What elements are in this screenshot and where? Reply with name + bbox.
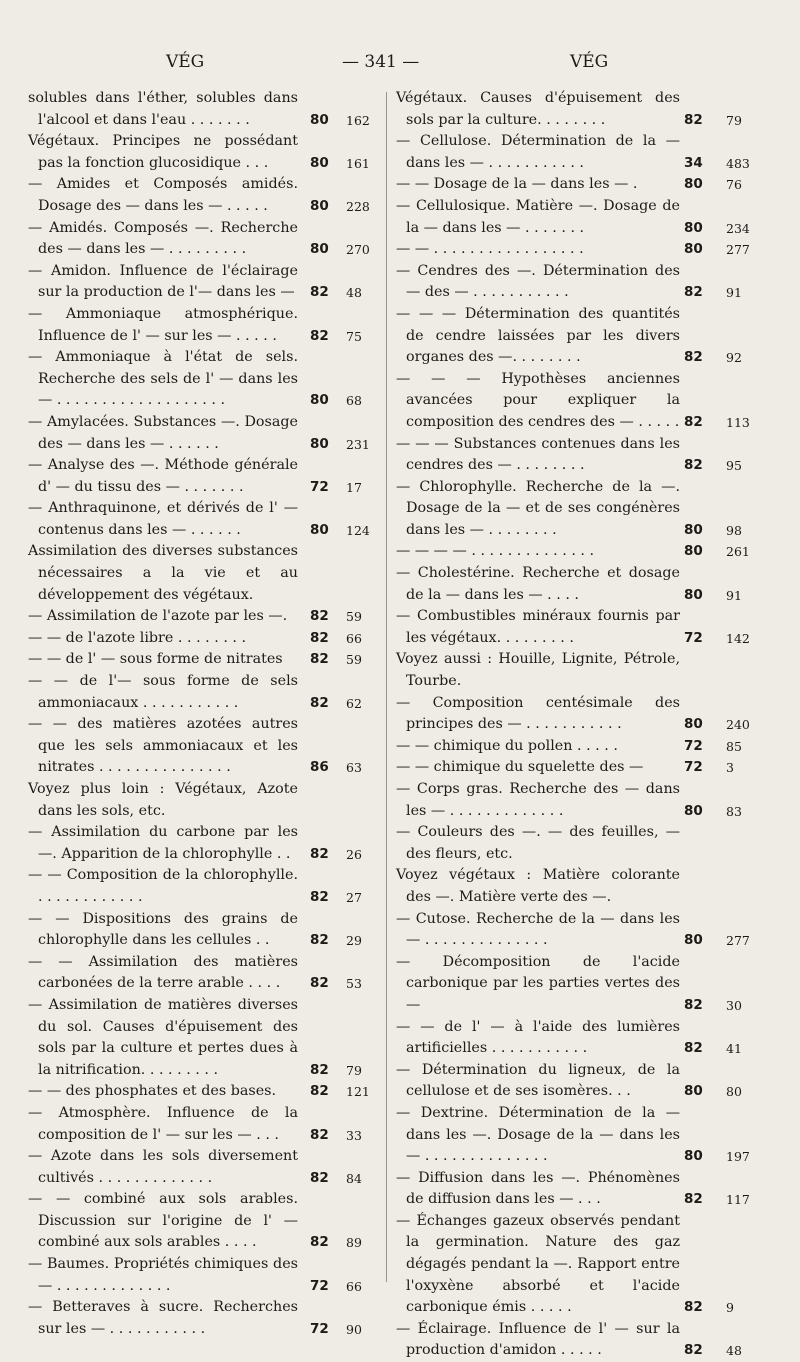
entry-text: — Atmosphère. Influence de la composition de l' — sur les — . . . bbox=[28, 1104, 298, 1143]
volume-number: 80 bbox=[310, 392, 329, 409]
page-reference: 79 bbox=[726, 112, 742, 128]
index-entry bbox=[28, 541, 384, 606]
page-reference: 234 bbox=[726, 220, 750, 236]
page-reference: 483 bbox=[726, 155, 750, 171]
entry-text: — Anthraquinone, et dérivés de l' — contenus dans les — . . . . . . bbox=[28, 500, 298, 538]
index-entry bbox=[28, 412, 384, 455]
entry-text: — Cholestérine. Recherche et dosage de la — dans les — . . . . bbox=[396, 565, 680, 603]
page-reference: 240 bbox=[726, 717, 750, 733]
index-entry bbox=[28, 1146, 384, 1189]
index-entry bbox=[396, 434, 766, 477]
index-entry bbox=[396, 563, 766, 606]
index-entry bbox=[396, 1103, 766, 1168]
volume-number: 82 bbox=[310, 1083, 329, 1100]
entry-text: Voyez végétaux : Matière colorante des —. Matière verte des —. bbox=[396, 867, 680, 905]
page-reference: 53 bbox=[346, 976, 362, 992]
index-entry bbox=[396, 909, 766, 952]
index-entry bbox=[28, 714, 384, 779]
index-entry bbox=[396, 541, 766, 563]
entry-text: — — Dosage de la — dans les — . bbox=[396, 176, 638, 193]
entry-text: — — — Hypothèses anciennes avancées pour expliquer la composition des cendres des — . . . . . bbox=[396, 370, 680, 430]
page-reference: 162 bbox=[346, 112, 370, 128]
volume-number: 80 bbox=[684, 543, 703, 560]
page-number: — 341 — bbox=[342, 52, 420, 72]
entry-text: — — — — . . . . . . . . . . . . . . bbox=[396, 543, 595, 560]
index-entry bbox=[396, 88, 766, 131]
index-entry bbox=[28, 88, 384, 131]
volume-number: 80 bbox=[684, 716, 703, 733]
page-reference: 68 bbox=[346, 393, 362, 409]
volume-number: 82 bbox=[310, 1061, 329, 1078]
index-entry bbox=[28, 1103, 384, 1146]
entry-text: Assimilation des diverses substances nécessaires a la vie et au développement des végétaux. bbox=[28, 543, 298, 603]
page-reference: 113 bbox=[726, 414, 750, 430]
page-reference: 197 bbox=[726, 1149, 750, 1165]
volume-number: 80 bbox=[310, 435, 329, 452]
entry-text: — Échanges gazeux observés pendant la germination. Nature des gaz dégagés pendant la —. Rapport entre l'oxyxène absorbé et l'acide carbonique émis . . . . . bbox=[396, 1212, 680, 1316]
volume-number: 80 bbox=[684, 219, 703, 236]
entry-text: Végétaux. Principes ne possédant pas la fonction glucosidique . . . bbox=[28, 133, 298, 171]
page-reference: 48 bbox=[346, 285, 362, 301]
index-entry bbox=[28, 218, 384, 261]
entry-text: — — chimique du pollen . . . . . bbox=[396, 737, 618, 754]
page-reference: 3 bbox=[726, 760, 734, 776]
entry-text: Voyez plus loin : Végétaux, Azote dans les sols, etc. bbox=[28, 781, 298, 819]
volume-number: 80 bbox=[684, 1083, 703, 1100]
index-entry bbox=[396, 304, 766, 369]
index-entry bbox=[396, 736, 766, 758]
index-entry bbox=[28, 649, 384, 671]
entry-text: — Chlorophylle. Recherche de la —. Dosage de la — et de ses congénères dans les — . . . . . . . . bbox=[396, 478, 680, 538]
index-entry bbox=[396, 693, 766, 736]
volume-number: 82 bbox=[310, 1126, 329, 1143]
column-divider bbox=[386, 92, 387, 1282]
page-reference: 17 bbox=[346, 479, 362, 495]
page-reference: 261 bbox=[726, 544, 750, 560]
entry-text: — Amidon. Influence de l'éclairage sur la production de l'— dans les — bbox=[28, 262, 298, 301]
volume-number: 86 bbox=[310, 759, 329, 776]
page-reference: 98 bbox=[726, 522, 742, 538]
index-entry bbox=[396, 952, 766, 1017]
volume-number: 82 bbox=[684, 413, 703, 430]
volume-number: 82 bbox=[310, 1234, 329, 1251]
page-reference: 48 bbox=[726, 1343, 742, 1359]
volume-number: 82 bbox=[684, 457, 703, 474]
entry-text: — — de l' — à l'aide des lumières artificielles . . . . . . . . . . . bbox=[396, 1018, 680, 1057]
entry-text: — — combiné aux sols arables. Discussion sur l'origine de l' — combiné aux sols arables . . . . bbox=[28, 1191, 298, 1251]
volume-number: 82 bbox=[684, 349, 703, 366]
entry-text: — Assimilation de l'azote par les —. bbox=[28, 608, 288, 625]
index-entry bbox=[396, 239, 766, 261]
page-reference: 59 bbox=[346, 609, 362, 625]
entry-text: — — des phosphates et des bases. bbox=[28, 1083, 277, 1100]
entry-text: solubles dans l'éther, solubles dans l'alcool et dans l'eau . . . . . . . bbox=[28, 90, 298, 128]
index-entry bbox=[396, 822, 766, 865]
page-reference: 91 bbox=[726, 285, 742, 301]
index-entry bbox=[28, 628, 384, 650]
entry-text: — — chimique du squelette des — bbox=[396, 759, 644, 776]
volume-number: 72 bbox=[310, 478, 329, 495]
entry-text: — — de l' — sous forme de nitrates bbox=[28, 651, 283, 668]
page-reference: 92 bbox=[726, 350, 742, 366]
page-reference: 121 bbox=[346, 1084, 370, 1100]
index-entry bbox=[28, 822, 384, 865]
page-reference: 27 bbox=[346, 889, 362, 905]
entry-text: — Diffusion dans les —. Phénomènes de diffusion dans les — . . . bbox=[396, 1169, 680, 1208]
header-right-word: VÉG bbox=[570, 52, 609, 72]
index-entry bbox=[396, 606, 766, 649]
entry-text: — — — Substances contenues dans les cendres des — . . . . . . . . bbox=[396, 435, 680, 474]
entry-text: — Amylacées. Substances —. Dosage des — dans les — . . . . . . bbox=[28, 413, 298, 452]
volume-number: 80 bbox=[310, 241, 329, 258]
entry-text: — Baumes. Propriétés chimiques des — . . . . . . . . . . . . . bbox=[28, 1256, 298, 1294]
entry-text: — Décomposition de l'acide carbonique par les parties vertes des — bbox=[396, 953, 680, 1013]
left-index-column bbox=[28, 88, 384, 1340]
volume-number: 80 bbox=[310, 521, 329, 538]
volume-number: 34 bbox=[684, 154, 703, 171]
page-reference: 66 bbox=[346, 630, 362, 646]
page-reference: 80 bbox=[726, 1084, 742, 1100]
volume-number: 80 bbox=[684, 802, 703, 819]
volume-number: 80 bbox=[310, 154, 329, 171]
entry-text: — Dextrine. Détermination de la — dans les —. Dosage de la — dans les — . . . . . . . . . . . . . . bbox=[396, 1104, 680, 1165]
volume-number: 72 bbox=[684, 759, 703, 776]
page-reference: 270 bbox=[346, 242, 370, 258]
index-entry bbox=[28, 952, 384, 995]
page-reference: 33 bbox=[346, 1127, 362, 1143]
entry-text: Voyez aussi : Houille, Lignite, Pétrole, Tourbe. bbox=[396, 651, 680, 690]
index-entry bbox=[28, 347, 384, 412]
index-entry bbox=[396, 1168, 766, 1211]
volume-number: 82 bbox=[684, 111, 703, 128]
volume-number: 82 bbox=[310, 845, 329, 862]
index-entry bbox=[396, 1211, 766, 1319]
volume-number: 72 bbox=[310, 1277, 329, 1294]
volume-number: 82 bbox=[310, 284, 329, 301]
volume-number: 80 bbox=[684, 176, 703, 193]
index-entry bbox=[28, 779, 384, 822]
entry-text: — — — Détermination des quantités de cendre laissées par les divers organes des —. . . . . . . . bbox=[396, 305, 680, 366]
index-entry bbox=[396, 1017, 766, 1060]
volume-number: 82 bbox=[684, 996, 703, 1013]
index-entry bbox=[28, 671, 384, 714]
index-entry bbox=[396, 1060, 766, 1103]
volume-number: 82 bbox=[684, 1299, 703, 1316]
page-reference: 62 bbox=[346, 695, 362, 711]
entry-text: — Cendres des —. Détermination des — des — . . . . . . . . . . . bbox=[396, 262, 680, 301]
index-entry bbox=[396, 1319, 766, 1362]
volume-number: 80 bbox=[310, 197, 329, 214]
volume-number: 80 bbox=[310, 111, 329, 128]
entry-text: — Cutose. Recherche de la — dans les — . . . . . . . . . . . . . . bbox=[396, 910, 680, 949]
volume-number: 82 bbox=[684, 1342, 703, 1359]
index-entry bbox=[396, 196, 766, 239]
index-entry bbox=[28, 1297, 384, 1340]
page-reference: 89 bbox=[346, 1235, 362, 1251]
index-entry bbox=[396, 131, 766, 174]
volume-number: 82 bbox=[310, 975, 329, 992]
index-entry bbox=[28, 995, 384, 1081]
page-reference: 124 bbox=[346, 522, 370, 538]
volume-number: 72 bbox=[684, 737, 703, 754]
page-reference: 85 bbox=[726, 738, 742, 754]
page-reference: 277 bbox=[726, 242, 750, 258]
entry-text: — — . . . . . . . . . . . . . . . . . bbox=[396, 241, 584, 258]
page-reference: 91 bbox=[726, 587, 742, 603]
index-entry bbox=[28, 1081, 384, 1103]
volume-number: 82 bbox=[310, 629, 329, 646]
index-entry bbox=[396, 174, 766, 196]
entry-text: — Composition centésimale des principes des — . . . . . . . . . . . bbox=[396, 694, 680, 733]
header-left-word: VÉG bbox=[166, 52, 205, 72]
right-index-column bbox=[396, 88, 766, 1362]
entry-text: — Corps gras. Recherche des — dans les — . . . . . . . . . . . . . bbox=[396, 781, 680, 819]
entry-text: — Ammoniaque à l'état de sels. Recherche des sels de l' — dans les — . . . . . . . . . . . . . . . . . . . bbox=[28, 349, 298, 409]
page-reference: 84 bbox=[346, 1170, 362, 1186]
page-reference: 228 bbox=[346, 198, 370, 214]
index-entry bbox=[28, 174, 384, 217]
page-reference: 79 bbox=[346, 1062, 362, 1078]
page-reference: 30 bbox=[726, 997, 742, 1013]
volume-number: 82 bbox=[310, 327, 329, 344]
entry-text: — Amides et Composés amidés. Dosage des — dans les — . . . . . bbox=[28, 176, 298, 214]
entry-text: — Assimilation de matières diverses du sol. Causes d'épuisement des sols par la culture et pertes dues à la nitrification. . . . . . . . . bbox=[28, 996, 298, 1078]
page-reference: 29 bbox=[346, 933, 362, 949]
entry-text: — Combustibles minéraux fournis par les végétaux. . . . . . . . . bbox=[396, 608, 680, 646]
volume-number: 72 bbox=[310, 1320, 329, 1337]
page-reference: 41 bbox=[726, 1041, 742, 1057]
volume-number: 80 bbox=[684, 1148, 703, 1165]
page-reference: 90 bbox=[346, 1321, 362, 1337]
index-entry bbox=[28, 1254, 384, 1297]
entry-text: Végétaux. Causes d'épuisement des sols par la culture. . . . . . . . bbox=[396, 90, 680, 128]
volume-number: 80 bbox=[684, 241, 703, 258]
page-reference: 277 bbox=[726, 933, 750, 949]
entry-text: — — des matières azotées autres que les sels ammoniacaux et les nitrates . . . . . . . . . . . . . . . bbox=[28, 716, 298, 776]
volume-number: 82 bbox=[684, 1191, 703, 1208]
entry-text: — Amidés. Composés —. Recherche des — dans les — . . . . . . . . . bbox=[28, 219, 298, 258]
index-entry bbox=[396, 779, 766, 822]
page-reference: 66 bbox=[346, 1278, 362, 1294]
volume-number: 82 bbox=[310, 608, 329, 625]
entry-text: — Analyse des —. Méthode générale d' — du tissu des — . . . . . . . bbox=[28, 457, 298, 495]
page-reference: 26 bbox=[346, 846, 362, 862]
entry-text: — Couleurs des —. — des feuilles, — des fleurs, etc. bbox=[396, 824, 680, 862]
volume-number: 82 bbox=[310, 888, 329, 905]
entry-text: — — Assimilation des matières carbonées de la terre arable . . . . bbox=[28, 953, 298, 992]
index-entry bbox=[396, 369, 766, 434]
running-header bbox=[0, 52, 800, 82]
entry-text: — Azote dans les sols diversement cultivés . . . . . . . . . . . . . bbox=[28, 1148, 298, 1186]
page-reference: 231 bbox=[346, 436, 370, 452]
volume-number: 82 bbox=[684, 1040, 703, 1057]
volume-number: 72 bbox=[684, 629, 703, 646]
index-entry bbox=[28, 131, 384, 174]
page-reference: 9 bbox=[726, 1300, 734, 1316]
page-reference: 63 bbox=[346, 760, 362, 776]
volume-number: 82 bbox=[684, 284, 703, 301]
index-entry bbox=[396, 865, 766, 908]
entry-text: — Ammoniaque atmosphérique. Influence de l' — sur les — . . . . . bbox=[28, 305, 298, 344]
volume-number: 82 bbox=[310, 1169, 329, 1186]
index-entry bbox=[396, 649, 766, 692]
volume-number: 82 bbox=[310, 932, 329, 949]
index-entry bbox=[396, 757, 766, 779]
index-entry bbox=[28, 1189, 384, 1254]
volume-number: 82 bbox=[310, 651, 329, 668]
entry-text: — Betteraves à sucre. Recherches sur les — . . . . . . . . . . . bbox=[28, 1299, 298, 1337]
entry-text: — — de l'— sous forme de sels ammoniacaux . . . . . . . . . . . bbox=[28, 673, 298, 711]
volume-number: 82 bbox=[310, 694, 329, 711]
index-entry bbox=[28, 455, 384, 498]
page-reference: 59 bbox=[346, 652, 362, 668]
index-entry bbox=[28, 909, 384, 952]
entry-text: — Éclairage. Influence de l' — sur la production d'amidon . . . . . bbox=[396, 1320, 680, 1359]
entry-text: — Cellulosique. Matière —. Dosage de la — dans les — . . . . . . . bbox=[396, 197, 680, 236]
index-entry bbox=[396, 477, 766, 542]
page-reference: 117 bbox=[726, 1192, 750, 1208]
page-reference: 75 bbox=[346, 328, 362, 344]
page-reference: 83 bbox=[726, 803, 742, 819]
entry-text: — — Dispositions des grains de chlorophylle dans les cellules . . bbox=[28, 910, 298, 949]
volume-number: 80 bbox=[684, 586, 703, 603]
index-entry bbox=[28, 606, 384, 628]
page-reference: 161 bbox=[346, 155, 370, 171]
index-entry bbox=[28, 304, 384, 347]
index-entry bbox=[28, 865, 384, 908]
entry-text: — — Composition de la chlorophylle. . . . . . . . . . . . . bbox=[28, 867, 298, 905]
index-entry bbox=[396, 261, 766, 304]
page-reference: 76 bbox=[726, 177, 742, 193]
entry-text: — Détermination du ligneux, de la cellulose et de ses isomères. . . bbox=[396, 1061, 680, 1100]
entry-text: — Assimilation du carbone par les —. Apparition de la chlorophylle . . bbox=[28, 824, 298, 862]
volume-number: 80 bbox=[684, 521, 703, 538]
index-entry bbox=[28, 261, 384, 304]
volume-number: 80 bbox=[684, 932, 703, 949]
page-reference: 95 bbox=[726, 458, 742, 474]
entry-text: — — de l'azote libre . . . . . . . . bbox=[28, 629, 247, 646]
index-entry bbox=[28, 498, 384, 541]
page-reference: 142 bbox=[726, 630, 750, 646]
entry-text: — Cellulose. Détermination de la — dans les — . . . . . . . . . . . bbox=[396, 133, 680, 171]
